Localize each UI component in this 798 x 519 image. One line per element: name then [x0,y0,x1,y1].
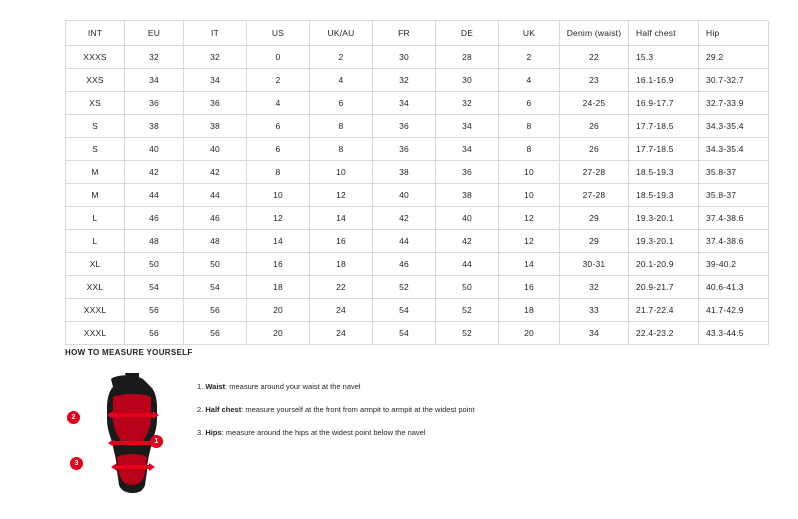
table-header-row [66,21,769,46]
how-to-measure-section [65,348,735,497]
table-cell: 32.7-33.9 [699,92,769,115]
table-cell: 4 [310,69,373,92]
column-header: US [247,21,310,46]
column-header: FR [373,21,436,46]
table-cell: 28 [436,46,499,69]
table-row [66,184,769,207]
table-cell: 33 [560,299,629,322]
table-cell: 38 [125,115,184,138]
table-cell: 20 [499,322,560,345]
table-cell: 38 [373,161,436,184]
how-to-measure-body [65,367,735,497]
size-chart-header-row [66,21,769,46]
table-cell: 54 [184,276,247,299]
table-cell: 36 [125,92,184,115]
table-cell: 34 [184,69,247,92]
table-cell: 18 [499,299,560,322]
table-row [66,161,769,184]
table-row [66,253,769,276]
table-cell: 15.3 [629,46,699,69]
table-cell: 4 [499,69,560,92]
table-cell: 36 [436,161,499,184]
table-row [66,207,769,230]
table-cell: S [66,138,125,161]
table-cell: 17.7-18.5 [629,115,699,138]
table-cell: 12 [499,230,560,253]
table-cell: 16.1-16.9 [629,69,699,92]
table-cell: XXXL [66,322,125,345]
table-cell: 56 [125,299,184,322]
table-cell: 34 [560,322,629,345]
table-cell: 44 [125,184,184,207]
table-cell: 34.3-35.4 [699,115,769,138]
table-cell: 14 [247,230,310,253]
table-cell: 43.3-44.5 [699,322,769,345]
table-cell: 34 [373,92,436,115]
table-cell: M [66,184,125,207]
table-cell: 6 [247,138,310,161]
marker-hips: 3 [70,457,83,470]
mannequin-figure [65,367,185,497]
table-cell: 46 [373,253,436,276]
table-cell: 34 [125,69,184,92]
table-cell: XXXS [66,46,125,69]
table-cell: XL [66,253,125,276]
marker-waist: 1 [150,435,163,448]
marker-half-chest: 2 [67,411,80,424]
table-cell: 56 [184,299,247,322]
table-cell: S [66,115,125,138]
step-term: Half chest [205,405,242,414]
table-cell: 21.7-22.4 [629,299,699,322]
table-cell: 40 [125,138,184,161]
table-cell: 24 [310,299,373,322]
how-to-measure-title: HOW TO MEASURE YOURSELF [65,348,193,357]
table-cell: 38 [184,115,247,138]
column-header: UK/AU [310,21,373,46]
table-cell: 12 [310,184,373,207]
column-header: Denim (waist) [560,21,629,46]
table-cell: 56 [184,322,247,345]
table-cell: 42 [184,161,247,184]
table-cell: 36 [373,138,436,161]
table-cell: 18.5-19.3 [629,161,699,184]
table-cell: 10 [499,161,560,184]
measure-step [197,404,475,415]
table-cell: 6 [310,92,373,115]
table-cell: 52 [436,322,499,345]
table-row [66,138,769,161]
column-header: Half chest [629,21,699,46]
table-cell: 40.6-41.3 [699,276,769,299]
table-cell: 22 [310,276,373,299]
table-cell: L [66,207,125,230]
table-cell: 40 [184,138,247,161]
table-cell: 4 [247,92,310,115]
table-cell: 2 [310,46,373,69]
table-cell: 22 [560,46,629,69]
table-cell: 32 [125,46,184,69]
table-cell: 56 [125,322,184,345]
table-row [66,46,769,69]
column-header: Hip [699,21,769,46]
table-row [66,276,769,299]
table-cell: 30-31 [560,253,629,276]
table-cell: 8 [499,138,560,161]
table-cell: 54 [373,299,436,322]
table-cell: 44 [436,253,499,276]
table-cell: M [66,161,125,184]
measure-step [197,427,475,438]
table-cell: 48 [184,230,247,253]
size-chart-container [65,20,744,345]
measure-step [197,381,475,392]
table-cell: 36 [373,115,436,138]
table-cell: 6 [247,115,310,138]
table-cell: 38 [436,184,499,207]
table-cell: 34.3-35.4 [699,138,769,161]
table-cell: 54 [373,322,436,345]
step-text: : measure around the hips at the widest point below the navel [221,428,426,437]
table-cell: 17.7-18.5 [629,138,699,161]
table-cell: 2 [247,69,310,92]
table-cell: 41.7-42.9 [699,299,769,322]
table-cell: 30 [373,46,436,69]
size-chart-table [65,20,769,345]
table-cell: 19.3-20.1 [629,230,699,253]
table-cell: 14 [499,253,560,276]
table-row [66,230,769,253]
table-cell: 10 [310,161,373,184]
table-cell: 12 [499,207,560,230]
table-cell: 20 [247,299,310,322]
table-cell: 50 [184,253,247,276]
table-cell: 18 [247,276,310,299]
table-cell: XXL [66,276,125,299]
column-header: UK [499,21,560,46]
step-term: Waist [205,382,226,391]
mannequin-illustration [81,373,185,497]
table-cell: XXS [66,69,125,92]
table-row [66,322,769,345]
table-cell: 10 [499,184,560,207]
table-cell: 36 [184,92,247,115]
table-cell: 48 [125,230,184,253]
table-cell: 14 [310,207,373,230]
table-cell: 44 [373,230,436,253]
table-cell: 29 [560,230,629,253]
column-header: DE [436,21,499,46]
table-cell: 19.3-20.1 [629,207,699,230]
table-cell: 18.5-19.3 [629,184,699,207]
table-cell: 16 [247,253,310,276]
table-cell: 10 [247,184,310,207]
table-cell: 8 [247,161,310,184]
table-cell: 34 [436,138,499,161]
column-header: EU [125,21,184,46]
table-cell: XS [66,92,125,115]
table-row [66,69,769,92]
table-cell: 22.4-23.2 [629,322,699,345]
table-cell: 27-28 [560,184,629,207]
table-cell: 29 [560,207,629,230]
table-cell: 52 [373,276,436,299]
table-cell: 16 [310,230,373,253]
table-cell: 8 [499,115,560,138]
step-text: : measure around your waist at the navel [225,382,361,391]
table-cell: 50 [436,276,499,299]
table-cell: 32 [560,276,629,299]
table-cell: 50 [125,253,184,276]
step-number: 3. [197,428,204,437]
step-text: : measure yourself at the front from armpit to armpit at the widest point [241,405,475,414]
table-cell: 35.8-37 [699,161,769,184]
table-cell: 40 [436,207,499,230]
table-cell: 12 [247,207,310,230]
table-cell: 37.4-38.6 [699,230,769,253]
size-chart-body [66,46,769,345]
table-cell: 44 [184,184,247,207]
column-header: IT [184,21,247,46]
table-cell: 29.2 [699,46,769,69]
table-cell: 24-25 [560,92,629,115]
table-cell: 32 [373,69,436,92]
table-cell: 30 [436,69,499,92]
table-row [66,299,769,322]
table-cell: 26 [560,138,629,161]
table-row [66,92,769,115]
step-number: 2. [197,405,204,414]
step-term: Hips [205,428,222,437]
table-cell: 39-40.2 [699,253,769,276]
table-cell: 32 [436,92,499,115]
table-cell: 20.1-20.9 [629,253,699,276]
table-cell: 27-28 [560,161,629,184]
table-cell: 26 [560,115,629,138]
table-cell: 8 [310,138,373,161]
table-cell: 46 [184,207,247,230]
table-cell: 24 [310,322,373,345]
step-number: 1. [197,382,204,391]
table-cell: 46 [125,207,184,230]
table-cell: 23 [560,69,629,92]
table-cell: 35.8-37 [699,184,769,207]
table-cell: 40 [373,184,436,207]
table-cell: 16 [499,276,560,299]
table-cell: 42 [436,230,499,253]
table-row [66,115,769,138]
table-cell: 6 [499,92,560,115]
table-cell: 34 [436,115,499,138]
table-cell: 20 [247,322,310,345]
table-cell: 42 [125,161,184,184]
table-cell: 2 [499,46,560,69]
table-cell: 54 [125,276,184,299]
table-cell: 20.9-21.7 [629,276,699,299]
table-cell: 30.7-32.7 [699,69,769,92]
table-cell: 0 [247,46,310,69]
table-cell: 18 [310,253,373,276]
table-cell: XXXL [66,299,125,322]
table-cell: 16.9-17.7 [629,92,699,115]
table-cell: 8 [310,115,373,138]
table-cell: L [66,230,125,253]
table-cell: 52 [436,299,499,322]
table-cell: 37.4-38.6 [699,207,769,230]
column-header: INT [66,21,125,46]
table-cell: 32 [184,46,247,69]
measure-steps-list [197,367,475,450]
table-cell: 42 [373,207,436,230]
